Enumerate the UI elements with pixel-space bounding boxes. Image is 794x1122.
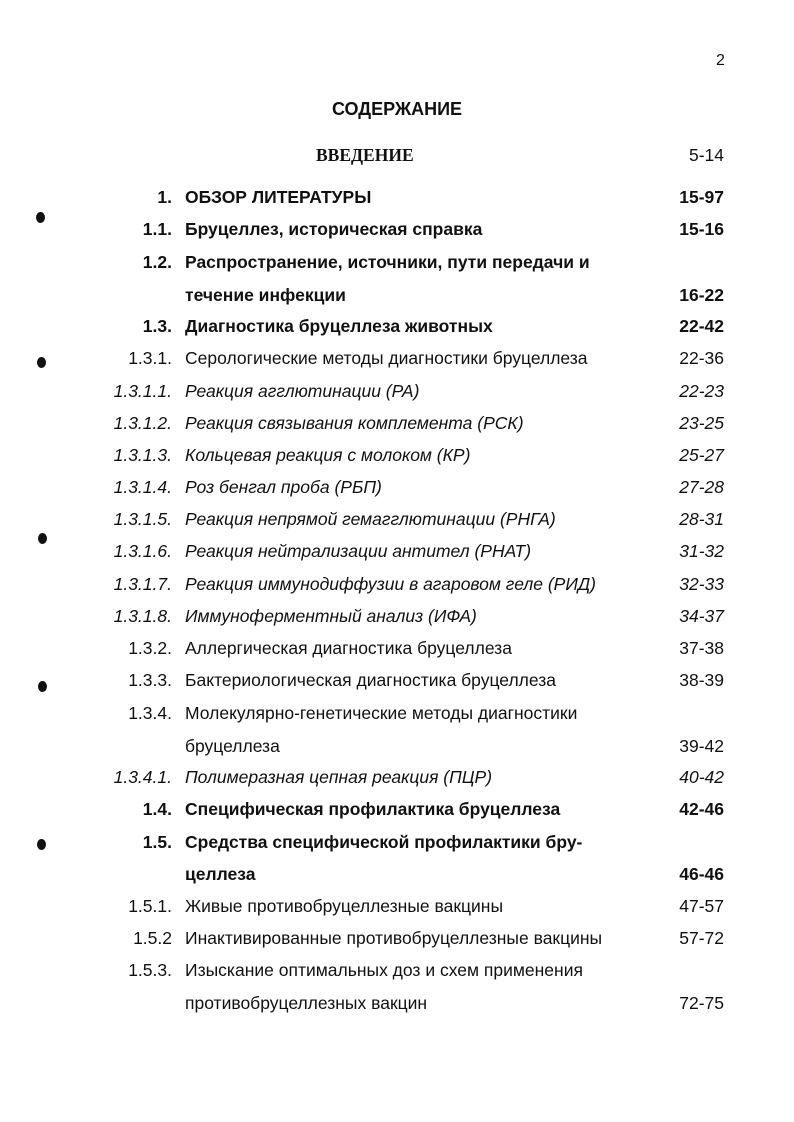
- toc-number: 1.3.1.1.: [113, 381, 172, 401]
- toc-entry: [0, 378, 794, 404]
- toc-number: 1.3.3.: [128, 670, 172, 690]
- toc-entry: [0, 184, 794, 210]
- toc-entry: [0, 249, 794, 275]
- toc-pages: 42-46: [679, 799, 724, 819]
- toc-title: течение инфекции: [185, 285, 346, 305]
- toc-number: 1.3.1.6.: [113, 541, 172, 561]
- toc-title: Бруцеллез, историческая справка: [185, 219, 483, 239]
- toc-title: Серологические методы диагностики бруцеллеза: [185, 348, 588, 368]
- toc-pages: 32-33: [679, 574, 724, 594]
- toc-entry: [0, 506, 794, 532]
- toc-entry: [0, 442, 794, 468]
- toc-entry: [0, 700, 794, 726]
- toc-pages: 22-23: [679, 381, 724, 401]
- toc-entry: [0, 410, 794, 436]
- toc-title: Реакция нейтрализации антител (РНАТ): [185, 541, 532, 561]
- toc-entry: [0, 893, 794, 919]
- toc-entry: [0, 571, 794, 597]
- toc-pages: 31-32: [679, 541, 724, 561]
- toc-title: Бактериологическая диагностика бруцеллеза: [185, 670, 556, 690]
- toc-title: Молекулярно-генетические методы диагностики: [185, 703, 578, 723]
- toc-title: Реакция агглютинации (РА): [185, 381, 420, 401]
- toc-number: 1.3.2.: [128, 638, 172, 658]
- toc-pages: 37-38: [679, 638, 724, 658]
- toc-title: противобруцеллезных вакцин: [185, 993, 428, 1013]
- toc-title: Роз бенгал проба (РБП): [185, 477, 382, 497]
- toc-pages: 34-37: [679, 606, 724, 626]
- toc-title: Средства специфической профилактики бру-: [185, 832, 583, 852]
- toc-entry: [0, 313, 794, 339]
- toc-title: Реакция непрямой гемагглютинации (РНГА): [185, 509, 556, 529]
- toc-number: 1.3.4.1.: [113, 767, 172, 787]
- toc-pages: 22-36: [679, 348, 724, 368]
- toc-pages: 39-42: [679, 736, 724, 756]
- toc-title: Живые противобруцеллезные вакцины: [185, 896, 504, 916]
- toc-pages: 15-16: [679, 219, 724, 239]
- toc-entry: [0, 925, 794, 951]
- toc-pages: 38-39: [679, 670, 724, 690]
- toc-number: 1.3.1.2.: [113, 413, 172, 433]
- toc-pages: 23-25: [679, 413, 724, 433]
- toc-title: бруцеллеза: [185, 736, 280, 756]
- toc-intro-label: ВВЕДЕНИЕ: [316, 145, 414, 165]
- toc-number: 1.3.4.: [128, 703, 172, 723]
- toc-pages: 40-42: [679, 767, 724, 787]
- toc-number: 1.3.1.7.: [113, 574, 172, 594]
- toc-title: Полимеразная цепная реакция (ПЦР): [185, 767, 493, 787]
- toc-number: 1.5.1.: [128, 896, 172, 916]
- toc-pages: 57-72: [679, 928, 724, 948]
- toc-pages: 22-42: [679, 316, 724, 336]
- toc-pages: 15-97: [679, 187, 724, 207]
- toc-entry: [0, 667, 794, 693]
- toc-title: Распространение, источники, пути передачи и: [185, 252, 590, 272]
- toc-entry: [0, 216, 794, 242]
- toc-entry-intro: [0, 142, 794, 168]
- toc-number: 1.3.1.3.: [113, 445, 172, 465]
- toc-entry: [0, 635, 794, 661]
- toc-title: Специфическая профилактика бруцеллеза: [185, 799, 561, 819]
- toc-title: целлеза: [185, 864, 256, 884]
- toc-pages: 27-28: [679, 477, 724, 497]
- toc-number: 1.: [157, 187, 172, 207]
- toc-pages: 16-22: [679, 285, 724, 305]
- toc-pages: 46-46: [679, 864, 724, 884]
- toc-entry: [0, 990, 794, 1016]
- toc-number: 1.3.1.4.: [113, 477, 172, 497]
- page-number: 2: [716, 52, 725, 69]
- toc-pages: 47-57: [679, 896, 724, 916]
- toc-number: 1.5.2: [133, 928, 172, 948]
- toc-title: ОБЗОР ЛИТЕРАТУРЫ: [185, 187, 372, 207]
- toc-entry: [0, 345, 794, 371]
- toc-entry: [0, 764, 794, 790]
- toc-number: 1.3.1.8.: [113, 606, 172, 626]
- toc-number: 1.3.: [142, 316, 172, 336]
- toc-title: Реакция иммунодиффузии в агаровом геле (РИД): [185, 574, 596, 594]
- toc-entry: [0, 733, 794, 759]
- toc-entry: [0, 282, 794, 308]
- toc-title: Аллергическая диагностика бруцеллеза: [185, 638, 512, 658]
- toc-pages: 28-31: [679, 509, 724, 529]
- toc-entry: [0, 796, 794, 822]
- toc-number: 1.5.: [142, 832, 172, 852]
- toc-entry: [0, 603, 794, 629]
- toc-pages: 72-75: [679, 993, 724, 1013]
- toc-number: 1.5.3.: [128, 960, 172, 980]
- toc-title: Иммуноферментный анализ (ИФА): [185, 606, 477, 626]
- toc-number: 1.3.1.: [128, 348, 172, 368]
- toc-entry: [0, 538, 794, 564]
- toc-number: 1.3.1.5.: [113, 509, 172, 529]
- toc-title: Реакция связывания комплемента (РСК): [185, 413, 524, 433]
- toc-entry: [0, 474, 794, 500]
- toc-pages: 5-14: [688, 145, 724, 165]
- toc-number: 1.2.: [142, 252, 172, 272]
- toc-number: 1.1.: [142, 219, 172, 239]
- page-title: СОДЕРЖАНИЕ: [331, 99, 463, 119]
- toc-pages: 25-27: [679, 445, 724, 465]
- toc-entry: [0, 957, 794, 983]
- toc-title: Кольцевая реакция с молоком (КР): [185, 445, 471, 465]
- toc-entry: [0, 829, 794, 855]
- toc-title: Диагностика бруцеллеза животных: [185, 316, 493, 336]
- toc-title: Инактивированные противобруцеллезные вакцины: [185, 928, 603, 948]
- toc-title: Изыскание оптимальных доз и схем применения: [185, 960, 583, 980]
- toc-entry: [0, 861, 794, 887]
- toc-number: 1.4.: [142, 799, 172, 819]
